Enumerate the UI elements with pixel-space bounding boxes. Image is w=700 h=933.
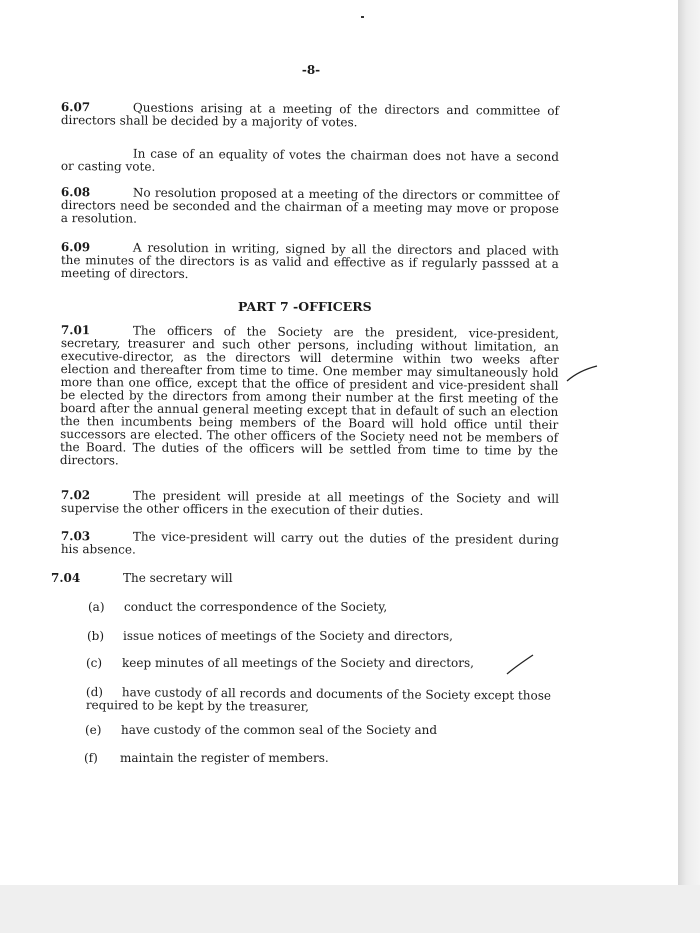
section-7-03 xyxy=(61,530,559,560)
page-number: -8- xyxy=(301,63,321,77)
list-item-a xyxy=(88,601,558,614)
section-text: A resolution in writing, signed by all the directors and placed with the minutes of the directors is as valid and effective as if regularly passsed at a meeting of directors. xyxy=(60,240,559,282)
item-text: have custody of the common seal of the Society and xyxy=(121,723,438,737)
section-text: Questions arising at a meeting of the directors and committee of directors shall be decided by a majority of votes. xyxy=(60,100,559,130)
item-label: (b) xyxy=(87,629,105,643)
item-text: have custody of all records and documents of the Society except those required to be kept by the treasurer, xyxy=(85,685,552,714)
section-number: 7.03 xyxy=(60,529,91,544)
list-item-b xyxy=(87,630,557,643)
handwritten-tick-mark xyxy=(565,364,599,384)
list-item-d xyxy=(86,686,556,716)
section-7-01 xyxy=(60,324,559,471)
item-label: (f) xyxy=(84,751,98,765)
part-heading: PART 7 -OFFICERS xyxy=(238,299,372,314)
scan-edge xyxy=(678,0,700,933)
section-number: 7.04 xyxy=(51,571,81,585)
item-text: keep minutes of all meetings of the Society and directors, xyxy=(122,656,474,670)
scan-bottom-margin xyxy=(0,885,700,933)
section-6-07-continued xyxy=(61,147,559,177)
section-text: The vice-president will carry out the duties of the president during his absence. xyxy=(60,529,559,557)
handwritten-tick-mark xyxy=(505,654,535,676)
section-text: The officers of the Society are the president, vice-president, secretary, treasurer and such other persons, including without limitation, an executive-director, as the directors will determine within two weeks after election and thereafter from time to time. One member may simultaneously hold more than one office, except that the office of president and vice-president shall be elected by the directors from among their number at the first meeting of the board after the annual general meeting except that in default of such an election the then incumbents being members of the Board will hold office until their successors are elected. The other officers of the Society need not be members of the Board. The duties of the officers will be settled from time to time by the directors. xyxy=(59,323,559,468)
section-text: The secretary will xyxy=(123,571,233,585)
section-number: 6.07 xyxy=(60,100,91,115)
list-item-f xyxy=(84,752,554,765)
item-label: (c) xyxy=(86,656,103,670)
list-item-e xyxy=(85,724,555,737)
section-text: The president will preside at all meetings of the Society and will supervise the other officers in the execution of their duties. xyxy=(60,488,559,518)
section-7-04 xyxy=(51,572,549,585)
item-text: conduct the correspondence of the Society, xyxy=(124,600,388,614)
section-number: 7.02 xyxy=(60,488,91,503)
scan-speck xyxy=(361,16,364,18)
item-text: issue notices of meetings of the Society and directors, xyxy=(123,629,453,643)
section-6-09 xyxy=(61,241,559,284)
list-item-c xyxy=(86,657,556,670)
item-label: (d) xyxy=(85,685,104,700)
item-label: (e) xyxy=(85,723,102,737)
section-6-07 xyxy=(61,101,559,131)
section-7-02 xyxy=(61,489,559,519)
section-text: In case of an equality of votes the chairman does not have a second or casting vote. xyxy=(60,146,559,174)
section-text: No resolution proposed at a meeting of the directors or committee of directors need be seconded and the chairman of a meeting may move or propose a resolution. xyxy=(60,185,559,226)
section-number: 6.09 xyxy=(60,240,91,255)
section-6-08 xyxy=(61,186,559,229)
item-text: maintain the register of members. xyxy=(120,751,329,765)
section-number: 6.08 xyxy=(60,185,91,200)
section-number: 7.01 xyxy=(60,323,91,338)
item-label: (a) xyxy=(88,600,105,614)
